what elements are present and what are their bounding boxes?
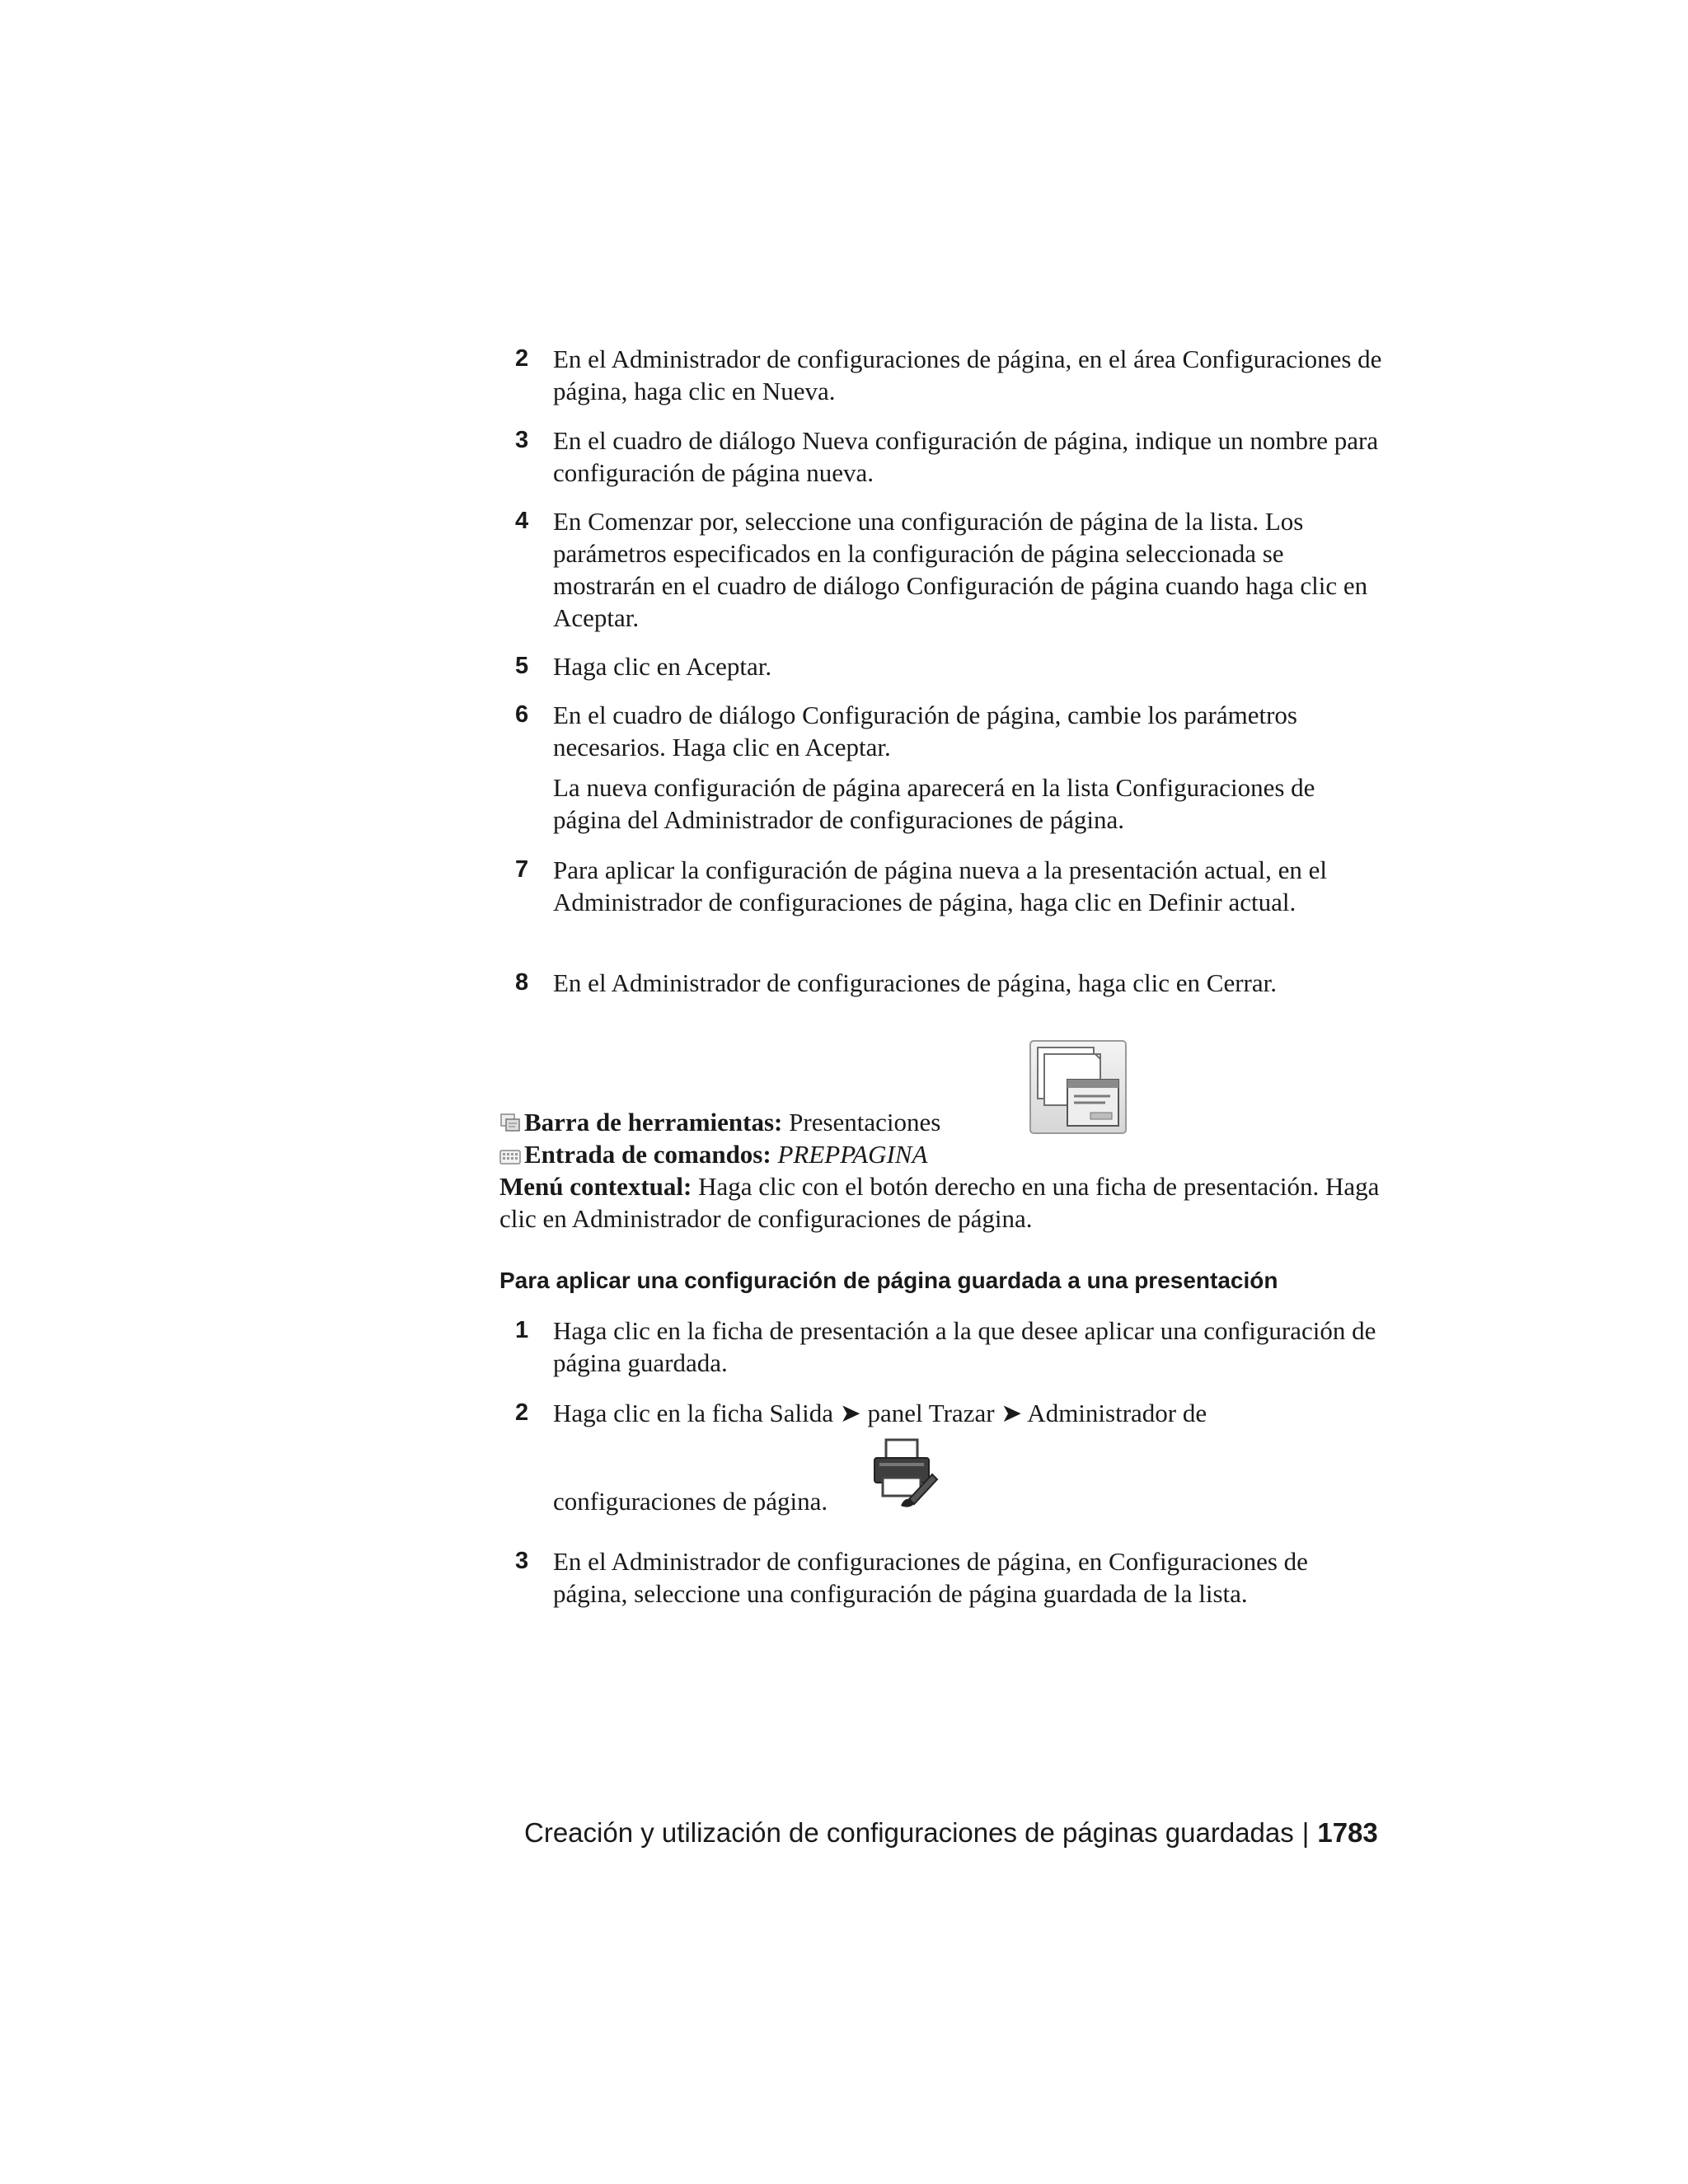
step-text-continued: configuraciones de página. [553, 1487, 828, 1516]
toolbar-value: Presentaciones [789, 1108, 941, 1137]
step-number: 6 [515, 701, 529, 728]
step-number: 2 [515, 1399, 529, 1426]
procedure-heading: Para aplicar una configuración de página guardada a una presentación [499, 1268, 1278, 1293]
step-number: 2 [515, 345, 529, 372]
footer-title: Creación y utilización de configuraciones de páginas guardadas [524, 1817, 1294, 1848]
step-text: En el Administrador de configuraciones de página, en el área Configuraciones de página, haga clic en Nueva. [553, 344, 1382, 405]
toolbar-icon [499, 1108, 521, 1141]
step-text: En el cuadro de diálogo Nueva configuración de página, indique un nombre para configuración de página nueva. [553, 426, 1379, 487]
step-number: 1 [515, 1317, 529, 1343]
step-text: Haga clic en Aceptar. [553, 652, 772, 681]
step-item [515, 699, 1389, 836]
step-number: 8 [515, 969, 529, 996]
step-item [515, 650, 1389, 682]
keyboard-icon [499, 1141, 521, 1173]
step-number: 7 [515, 856, 529, 883]
page-footer [524, 1815, 1378, 1851]
page-number: 1783 [1317, 1817, 1378, 1848]
step-item [515, 854, 1389, 918]
command-label: Entrada de comandos: [524, 1140, 771, 1169]
printer-brush-icon [870, 1436, 940, 1513]
context-label: Menú contextual: [499, 1172, 692, 1201]
step-text: Para aplicar la configuración de página nueva a la presentación actual, en el Administrador de configuraciones de página, haga clic en Definir actual. [553, 855, 1328, 916]
step-number: 4 [515, 508, 529, 534]
toolbar-label: Barra de herramientas: [524, 1108, 783, 1137]
step-item [515, 1315, 1389, 1379]
step-item [515, 505, 1389, 634]
step-item [515, 424, 1389, 489]
toolbar-reference [499, 1106, 1406, 1141]
step-item [515, 1397, 1389, 1521]
step-text: En el Administrador de configuraciones de página, en Configuraciones de página, seleccione una configuración de página guardada de la lista. [553, 1547, 1308, 1608]
step-number: 3 [515, 1548, 529, 1574]
command-reference [499, 1138, 1406, 1173]
step-number: 3 [515, 427, 529, 453]
footer-separator: | [1301, 1817, 1310, 1848]
step-item [515, 967, 1389, 999]
step-item [515, 1545, 1389, 1610]
step-text: Haga clic en la ficha Salida ➤ panel Trazar ➤ Administrador de [553, 1399, 1207, 1427]
step-text: En el cuadro de diálogo Configuración de página, cambie los parámetros necesarios. Haga clic en Aceptar. [553, 701, 1297, 762]
step-item [515, 343, 1389, 407]
step-text: Haga clic en la ficha de presentación a la que desee aplicar una configuración de página guardada. [553, 1316, 1376, 1377]
command-value: PREPPAGINA [777, 1140, 928, 1169]
context-menu-reference [499, 1170, 1398, 1235]
step-text: En Comenzar por, seleccione una configuración de página de la lista. Los parámetros especificados en la configuración de página seleccionada se mostrarán en el cuadro de diálogo Configuración de página cuando haga clic en Aceptar. [553, 507, 1368, 632]
step-number: 5 [515, 653, 529, 679]
step-note: La nueva configuración de página aparecerá en la lista Configuraciones de página del Administrador de configuraciones de página. [553, 773, 1315, 834]
step-text: En el Administrador de configuraciones de página, haga clic en Cerrar. [553, 968, 1278, 997]
context-value: Haga clic con el botón derecho en una ficha de presentación. Haga clic en Administrador de configuraciones de página. [499, 1172, 1380, 1233]
